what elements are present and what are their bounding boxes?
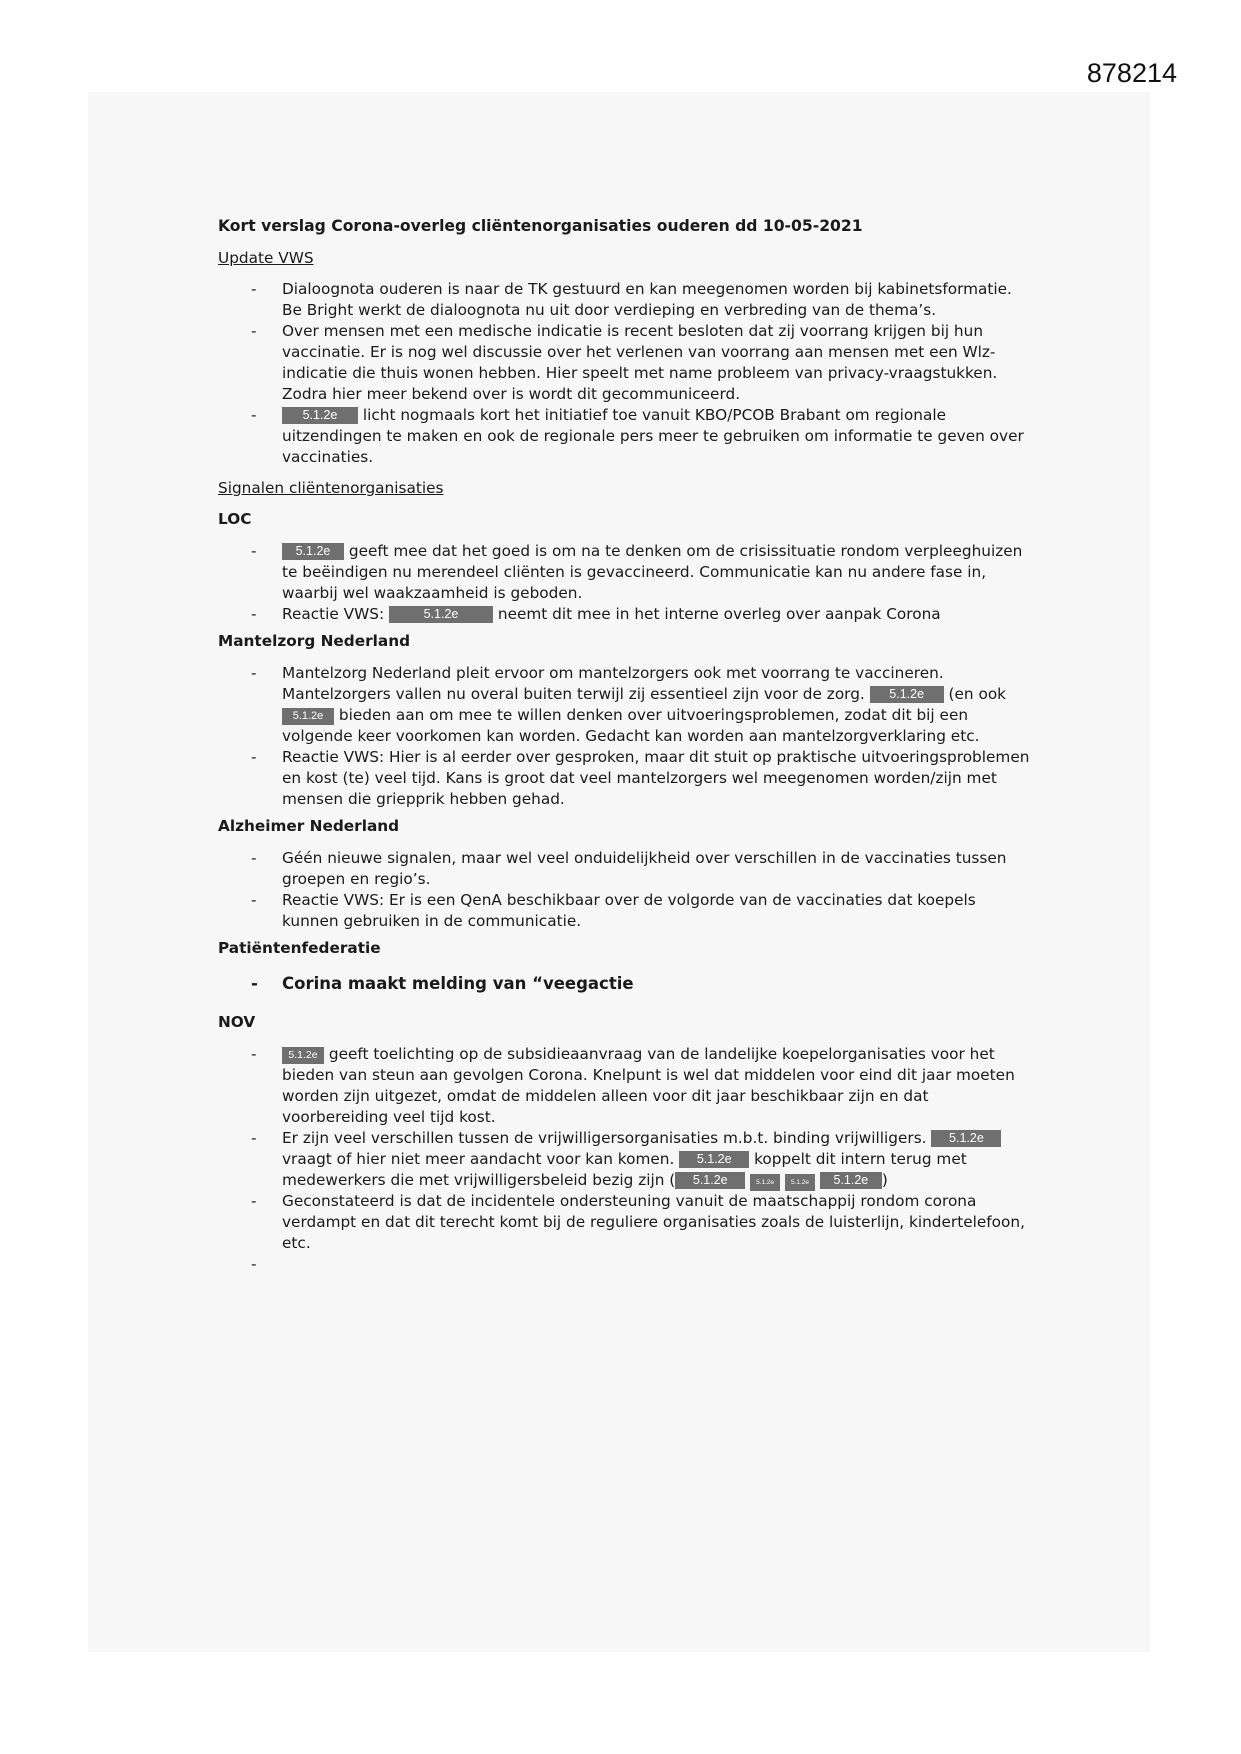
list-item: - Reactie VWS: 5.1.2e neemt dit mee in het interne overleg over aanpak Corona	[251, 605, 941, 623]
list-item: - Mantelzorg Nederland pleit ervoor om mantelzorgers ook met voorrang te vaccineren. Mantelzorgers vallen nu overal buiten terwijl zij essentieel zijn voor de zorg. 5.1.2e (en ook 5.1.2e bieden aan om mee te willen denken over uitvoeringsproblemen, zodat dit bij een volgende keer voorkomen kan worden. Gedacht kan worden aan mantelzorgverklaring etc.	[251, 664, 1007, 745]
redaction-box: 5.1.2e	[282, 708, 334, 725]
redaction-box: 5.1.2e	[820, 1172, 882, 1189]
redaction-box: 5.1.2e	[282, 543, 344, 560]
heading-alzheimer: Alzheimer Nederland	[218, 817, 400, 835]
document-body	[218, 216, 1034, 1281]
redaction-box: 5.1.2e	[389, 606, 493, 623]
list-item: - Reactie VWS: Er is een QenA beschikbaar over de volgorde van de vaccinaties dat koepels kunnen gebruiken in de communicatie.	[251, 891, 976, 930]
redaction-box: 5.1.2e	[750, 1174, 780, 1191]
heading-loc: LOC	[218, 510, 252, 528]
list-item: - Corina maakt melding van “veegactie	[251, 974, 634, 993]
redaction-box: 5.1.2e	[679, 1151, 749, 1168]
redaction-box: 5.1.2e	[675, 1172, 745, 1189]
list-item: - Géén nieuwe signalen, maar wel veel onduidelijkheid over verschillen in de vaccinaties tussen groepen en regio’s.	[251, 849, 1007, 888]
heading-patientenfederatie: Patiëntenfederatie	[218, 939, 381, 957]
redaction-box: 5.1.2e	[785, 1174, 815, 1191]
list-item: - 5.1.2e licht nogmaals kort het initiatief toe vanuit KBO/PCOB Brabant om regionale uitzendingen te maken en ook de regionale pers meer te gebruiken om informatie te geven over vaccinaties.	[251, 406, 1024, 466]
loc-list	[218, 541, 1034, 625]
section-update-vws: Update VWS	[218, 249, 314, 267]
list-item: - 5.1.2e geeft toelichting op de subsidieaanvraag van de landelijke koepelorganisaties voor het bieden van steun aan gevolgen Corona. Knelpunt is wel dat middelen voor eind dit jaar moeten worden zijn uitgezet, omdat de middelen alleen voor dit jaar beschikbaar zijn en dat voorbereiding veel tijd kost.	[251, 1045, 1015, 1126]
list-item: - 5.1.2e geeft mee dat het goed is om na te denken om de crisissituatie rondom verpleeghuizen te beëindigen nu merendeel cliënten is gevaccineerd. Communicatie kan nu andere fase in, waarbij wel waakzaamheid is geboden.	[251, 542, 1023, 602]
nov-list	[218, 1044, 1034, 1275]
patienten-list	[218, 973, 1034, 994]
list-item: - Reactie VWS: Hier is al eerder over gesproken, maar dit stuit op praktische uitvoeringsproblemen en kost (te) veel tijd. Kans is groot dat veel mantelzorgers wel meegenomen worden/zijn met mensen die griepprik hebben gehad.	[251, 748, 1030, 808]
redaction-box: 5.1.2e	[282, 1047, 324, 1064]
mantelzorg-list	[218, 663, 1034, 810]
redaction-box: 5.1.2e	[870, 686, 944, 703]
redaction-box: 5.1.2e	[282, 407, 358, 424]
heading-nov: NOV	[218, 1013, 256, 1031]
list-item-empty: -	[251, 1255, 257, 1273]
document-number: 878214	[1086, 58, 1177, 88]
section-signalen: Signalen cliëntenorganisaties	[218, 479, 444, 497]
document-title: Kort verslag Corona-overleg cliëntenorganisaties ouderen dd 10-05-2021	[218, 217, 863, 235]
list-item: - Dialoognota ouderen is naar de TK gestuurd en kan meegenomen worden bij kabinetsformatie. Be Bright werkt de dialoognota nu uit door verdieping en verbreding van de thema’s.	[251, 280, 1012, 319]
redaction-box: 5.1.2e	[931, 1130, 1001, 1147]
list-item: - Er zijn veel verschillen tussen de vrijwilligersorganisaties m.b.t. binding vrijwilligers. 5.1.2e vraagt of hier niet meer aandacht voor kan komen. 5.1.2e koppelt dit intern terug met medewerkers die met vrijwilligersbeleid bezig zijn ( 5.1.2e 5.1.2e 5.1.2e 5.1.2e )	[218, 1128, 1034, 1191]
list-item: - Over mensen met een medische indicatie is recent besloten dat zij voorrang krijgen bij hun vaccinatie. Er is nog wel discussie over het verlenen van voorrang aan mensen met een Wlz-indicatie die thuis wonen hebben. Hier speelt met name probleem van privacy-vraagstukken. Zodra hier meer bekend over is wordt dit gecommuniceerd.	[251, 322, 998, 403]
list-item: - Geconstateerd is dat de incidentele ondersteuning vanuit de maatschappij rondom corona verdampt en dat dit terecht komt bij de reguliere organisaties zoals de luisterlijn, kindertelefoon, etc.	[251, 1192, 1025, 1252]
alzheimer-list	[218, 848, 1034, 932]
update-list	[218, 279, 1034, 468]
heading-mantelzorg: Mantelzorg Nederland	[218, 632, 411, 650]
